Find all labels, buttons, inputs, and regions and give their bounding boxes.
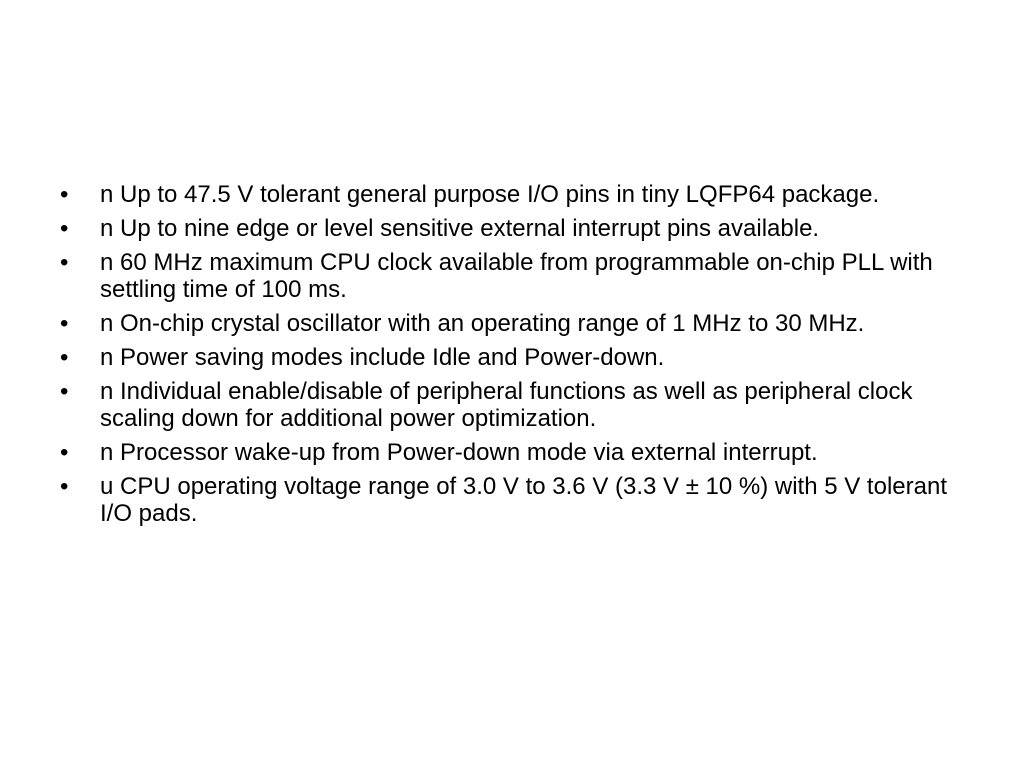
bullet-point-icon: • (60, 378, 69, 405)
bullet-item (60, 344, 965, 371)
bullet-point-icon: • (60, 310, 69, 337)
bullet-text: n On-chip crystal oscillator with an operating range of 1 MHz to 30 MHz. (100, 310, 865, 337)
bullet-point-icon: • (60, 439, 69, 466)
bullet-item (60, 378, 965, 432)
bullet-item (60, 310, 965, 337)
bullet-point-icon: • (60, 344, 69, 371)
bullet-text: n Individual enable/disable of peripheral functions as well as peripheral clock scaling down for additional power optimization. (100, 378, 913, 432)
bullet-text: n Power saving modes include Idle and Power-down. (100, 344, 665, 371)
bullet-item (60, 249, 965, 303)
bullet-list (60, 181, 965, 534)
bullet-item (60, 215, 965, 242)
bullet-point-icon: • (60, 249, 69, 276)
bullet-text: n Up to 47.5 V tolerant general purpose I/O pins in tiny LQFP64 package. (100, 181, 880, 208)
bullet-text: n Processor wake-up from Power-down mode via external interrupt. (100, 439, 818, 466)
bullet-item (60, 439, 965, 466)
bullet-text: u CPU operating voltage range of 3.0 V to 3.6 V (3.3 V ± 10 %) with 5 V tolerant I/O pads. (100, 473, 947, 527)
bullet-item (60, 181, 965, 208)
bullet-point-icon: • (60, 215, 69, 242)
bullet-text: n 60 MHz maximum CPU clock available from programmable on-chip PLL with settling time of 100 ms. (100, 249, 933, 303)
bullet-point-icon: • (60, 473, 69, 500)
bullet-point-icon: • (60, 181, 69, 208)
bullet-text: n Up to nine edge or level sensitive external interrupt pins available. (100, 215, 820, 242)
bullet-item (60, 473, 965, 527)
